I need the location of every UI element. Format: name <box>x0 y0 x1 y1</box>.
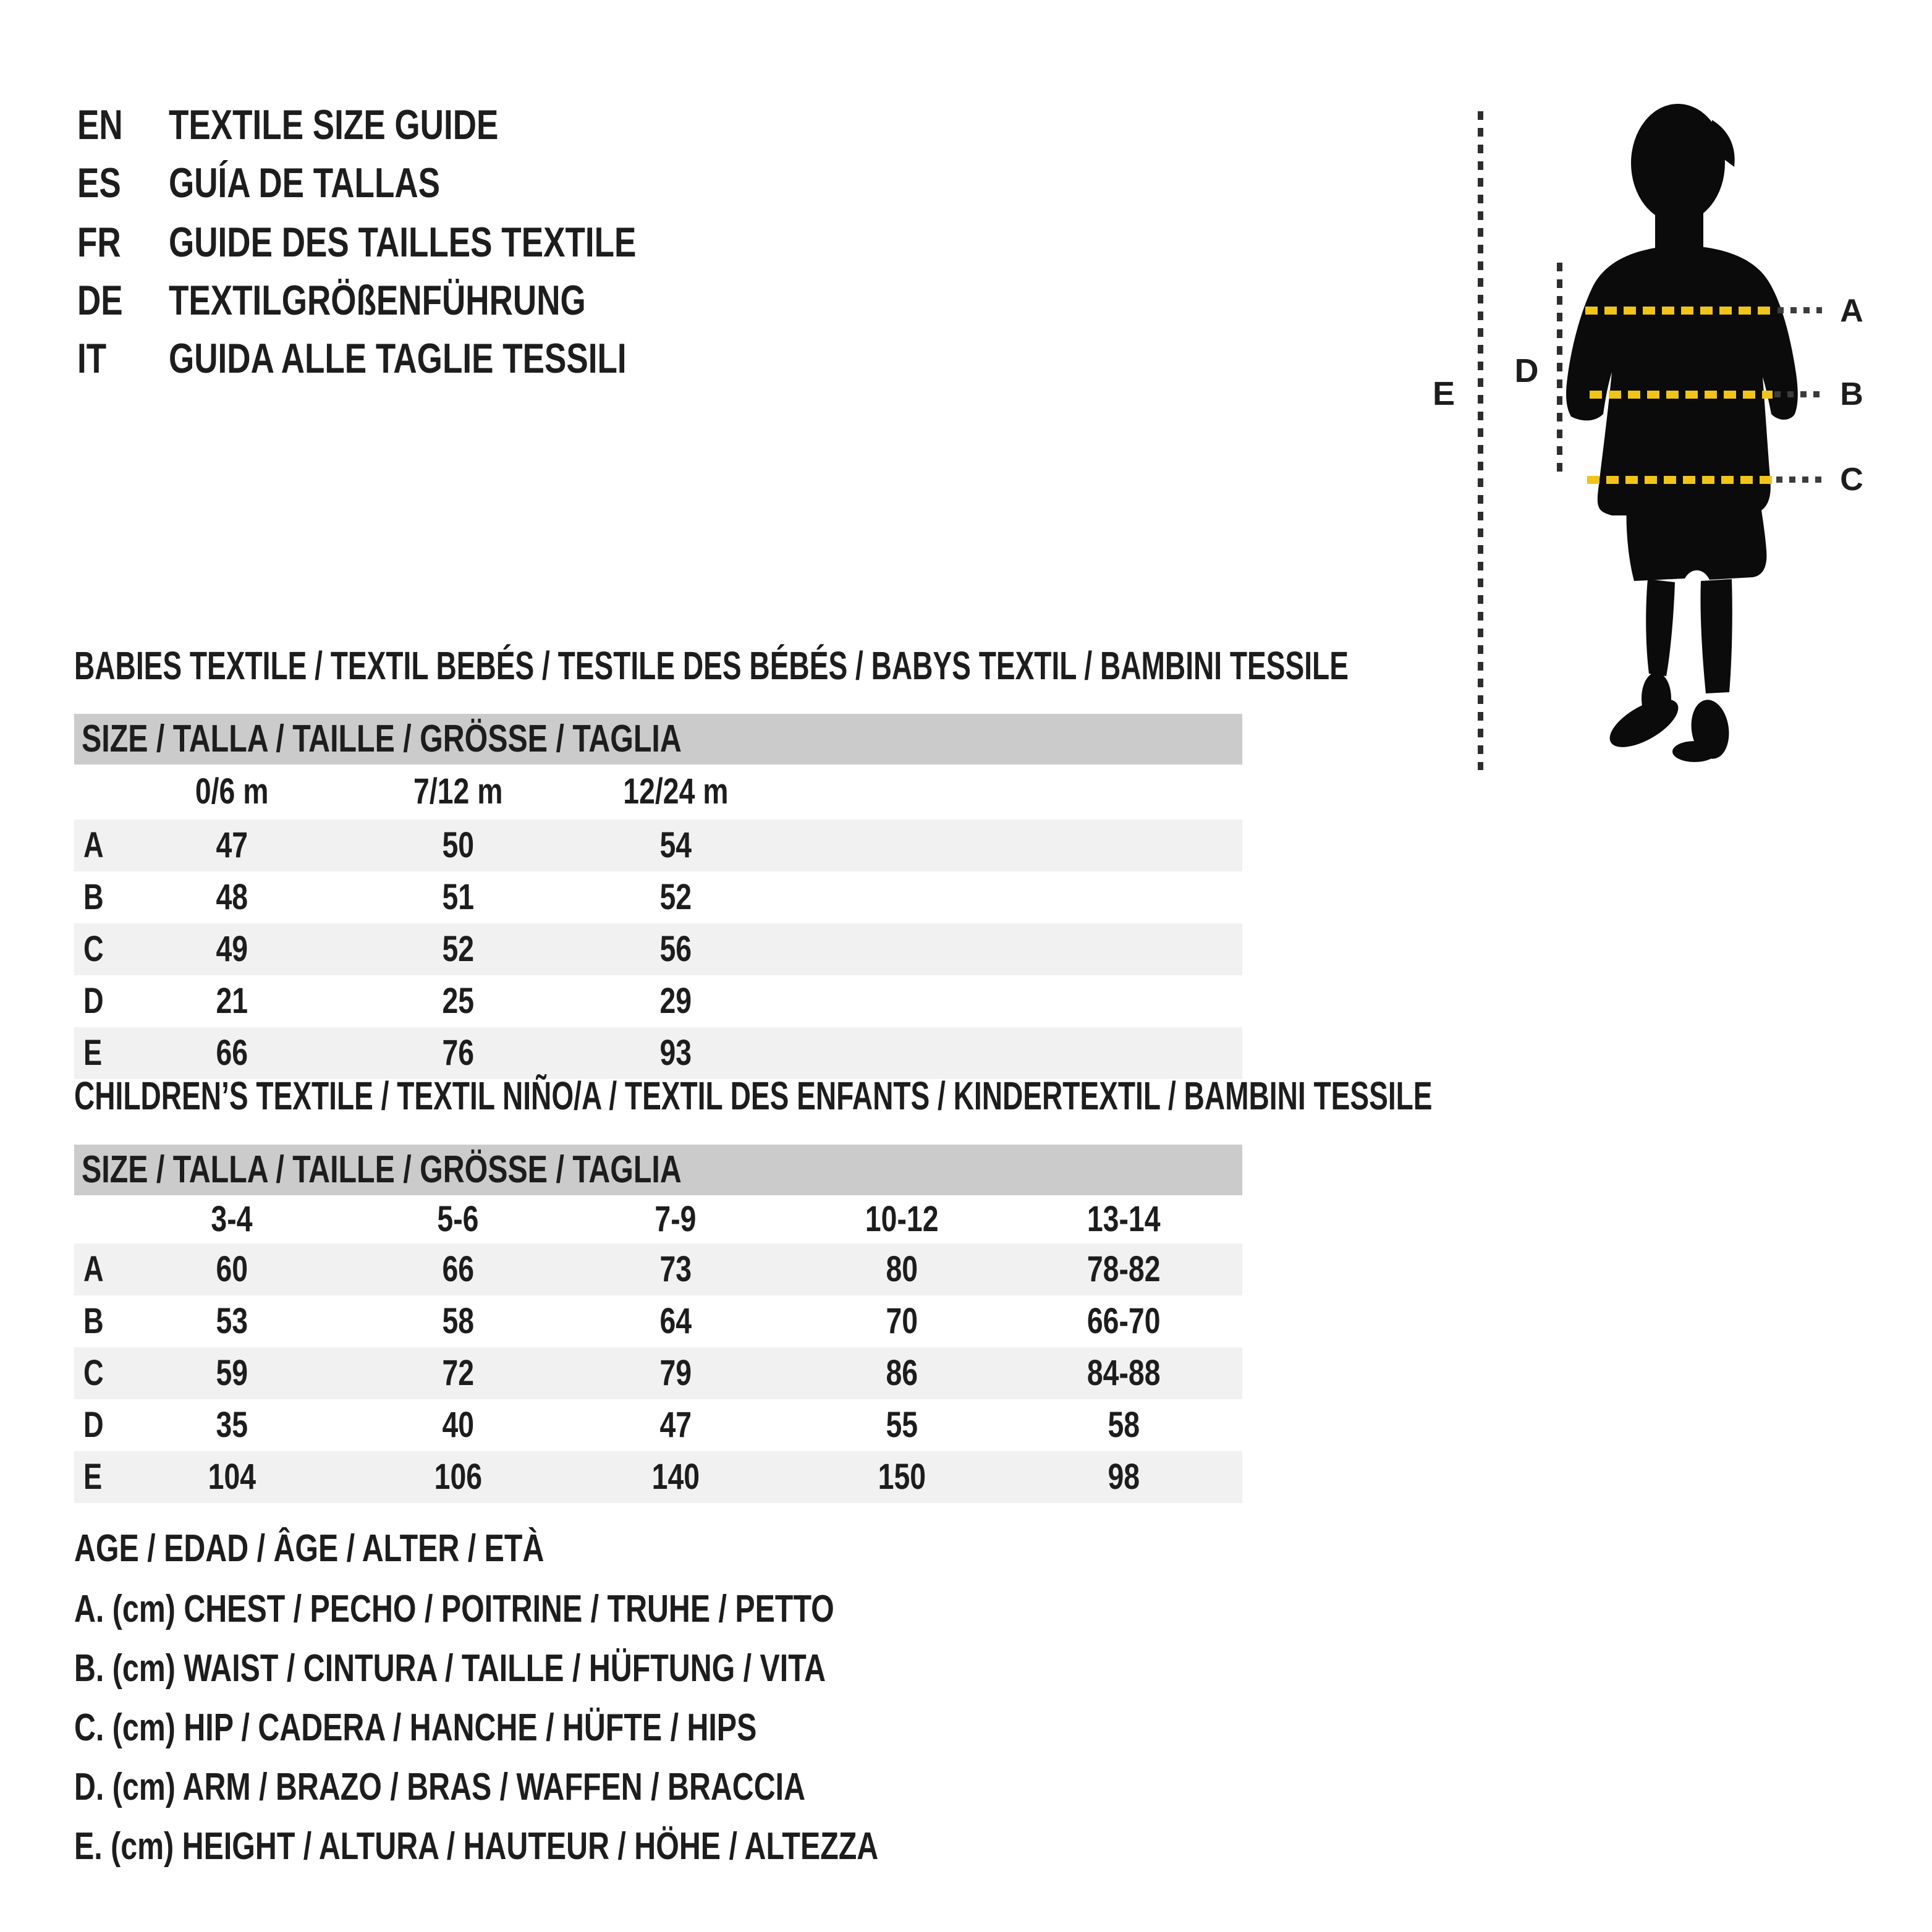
language-title: GUIDA ALLE TAGLIE TESSILI <box>169 335 627 382</box>
row-label: C <box>83 929 104 969</box>
table-cell: 66-70 <box>1087 1301 1161 1341</box>
babies-table-heading <box>74 641 1844 690</box>
row-label: D <box>83 1405 104 1445</box>
table-cell: 66 <box>216 1033 248 1073</box>
table-cell: 21 <box>216 981 248 1021</box>
table-cell: 47 <box>659 1405 692 1445</box>
table-cell: 56 <box>659 929 692 969</box>
row-label: B <box>83 1301 104 1341</box>
table-cell: 104 <box>208 1457 256 1497</box>
column-header: 5-6 <box>437 1199 479 1239</box>
table-cell: 106 <box>434 1457 482 1497</box>
table-cell: 54 <box>659 825 692 865</box>
table-cell: 52 <box>659 877 692 917</box>
language-code: DE <box>77 277 123 324</box>
table-cell: 49 <box>216 929 248 969</box>
table-row <box>74 820 1242 871</box>
row-label: E <box>83 1033 103 1073</box>
legend-line: A. (cm) CHEST / PECHO / POITRINE / TRUHE / PETTO <box>74 1588 834 1630</box>
children-heading-text: CHILDREN’S TEXTILE / TEXTIL NIÑO/A / TEXTIL DES ENFANTS / KINDERTEXTIL / BAMBINI TESSILE <box>74 1074 1433 1118</box>
legend-line: D. (cm) ARM / BRAZO / BRAS / WAFFEN / BRACCIA <box>74 1766 806 1808</box>
chest-leader-line <box>1777 307 1822 313</box>
language-code: IT <box>77 335 107 382</box>
table-cell: 84-88 <box>1087 1353 1161 1393</box>
table-row <box>74 923 1242 975</box>
hip-measure-line <box>1587 476 1773 484</box>
table-cell: 60 <box>216 1249 248 1289</box>
silhouette-shorts <box>1627 502 1767 581</box>
table-row <box>74 1347 1242 1399</box>
legend-line: E. (cm) HEIGHT / ALTURA / HAUTEUR / HÖHE / ALTEZZA <box>74 1825 879 1868</box>
language-code: FR <box>77 219 121 266</box>
children-column-header-row <box>74 1195 1242 1244</box>
language-title: TEXTILGRÖßENFÜHRUNG <box>169 277 586 324</box>
table-cell: 64 <box>659 1301 692 1341</box>
table-cell: 40 <box>442 1405 474 1445</box>
row-label: D <box>83 981 104 1021</box>
row-label: A <box>83 825 104 865</box>
table-cell: 98 <box>1108 1457 1140 1497</box>
table-row <box>74 1399 1242 1451</box>
babies-column-header-row <box>74 765 1242 819</box>
language-title: GUÍA DE TALLAS <box>169 159 441 206</box>
table-cell: 35 <box>216 1405 248 1445</box>
column-header: 7-9 <box>655 1199 697 1239</box>
column-header: 7/12 m <box>413 771 503 811</box>
table-row <box>74 975 1242 1027</box>
column-header: 0/6 m <box>195 771 269 811</box>
row-label: E <box>83 1457 103 1497</box>
column-header: 3-4 <box>211 1199 253 1239</box>
row-label: A <box>83 1249 104 1289</box>
marker-label-e: E <box>1432 375 1455 412</box>
table-cell: 78-82 <box>1087 1249 1161 1289</box>
language-code: EN <box>77 101 123 148</box>
table-cell: 48 <box>216 877 248 917</box>
children-size-bar-text: SIZE / TALLA / TAILLE / GRÖSSE / TAGLIA <box>82 1148 682 1191</box>
legend-line: AGE / EDAD / ÂGE / ALTER / ETÀ <box>74 1527 544 1570</box>
table-cell: 80 <box>886 1249 918 1289</box>
table-cell: 72 <box>442 1353 474 1393</box>
language-code: ES <box>77 159 121 206</box>
table-cell: 73 <box>659 1249 692 1289</box>
children-table-heading <box>74 1071 1932 1121</box>
table-cell: 55 <box>886 1405 918 1445</box>
table-row <box>74 1451 1242 1503</box>
marker-label-b: B <box>1840 376 1863 412</box>
arm-measure-line <box>1557 263 1562 473</box>
table-cell: 53 <box>216 1301 248 1341</box>
table-cell: 59 <box>216 1353 248 1393</box>
table-cell: 29 <box>659 981 692 1021</box>
table-cell: 66 <box>442 1249 474 1289</box>
table-cell: 47 <box>216 825 248 865</box>
silhouette-shirt <box>1566 245 1798 515</box>
table-cell: 86 <box>886 1353 918 1393</box>
table-cell: 25 <box>442 981 474 1021</box>
table-row <box>74 1244 1242 1295</box>
row-label: C <box>83 1353 104 1393</box>
table-cell: 58 <box>1108 1405 1140 1445</box>
row-label: B <box>83 877 104 917</box>
table-cell: 76 <box>442 1033 474 1073</box>
language-title: TEXTILE SIZE GUIDE <box>169 101 499 148</box>
marker-label-d: D <box>1514 352 1539 389</box>
hip-leader-line <box>1776 477 1822 483</box>
silhouette-right-shoe <box>1672 741 1717 762</box>
table-row <box>74 871 1242 923</box>
marker-label-c: C <box>1840 462 1863 498</box>
column-header: 12/24 m <box>622 771 729 811</box>
marker-label-a: A <box>1840 293 1863 329</box>
table-cell: 50 <box>442 825 474 865</box>
table-cell: 140 <box>651 1457 700 1497</box>
children-size-header-bar <box>74 1145 1242 1195</box>
column-header: 10-12 <box>865 1199 939 1239</box>
babies-size-header-bar <box>74 714 1242 765</box>
table-cell: 58 <box>442 1301 474 1341</box>
legend-line: B. (cm) WAIST / CINTURA / TAILLE / HÜFTUNG / VITA <box>74 1647 826 1690</box>
column-header: 13-14 <box>1087 1199 1161 1239</box>
table-cell: 70 <box>886 1301 918 1341</box>
language-title: GUIDE DES TAILLES TEXTILE <box>169 219 637 266</box>
table-cell: 93 <box>659 1033 692 1073</box>
legend-line: C. (cm) HIP / CADERA / HANCHE / HÜFTE / HIPS <box>74 1706 757 1749</box>
table-cell: 51 <box>442 877 474 917</box>
table-row <box>74 1295 1242 1347</box>
chest-measure-line <box>1585 307 1776 315</box>
babies-size-bar-text: SIZE / TALLA / TAILLE / GRÖSSE / TAGLIA <box>82 718 682 760</box>
table-cell: 52 <box>442 929 474 969</box>
waist-measure-line <box>1590 391 1773 399</box>
waist-leader-line <box>1774 391 1822 397</box>
table-cell: 150 <box>878 1457 926 1497</box>
babies-heading-text: BABIES TEXTILE / TEXTIL BEBÉS / TESTILE DES BÉBÉS / BABYS TEXTIL / BAMBINI TESSILE <box>74 643 1349 688</box>
table-cell: 79 <box>659 1353 692 1393</box>
